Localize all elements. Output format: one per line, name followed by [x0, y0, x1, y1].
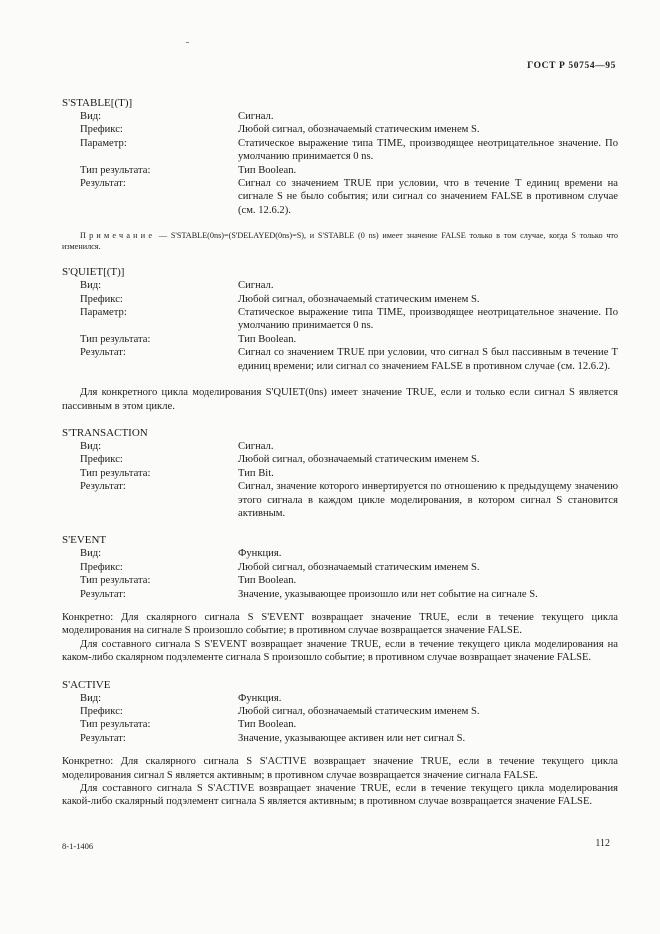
attr-value: Любой сигнал, обозначаемый статическим именем S. [238, 561, 480, 573]
attr-label: Тип результата: [80, 467, 151, 479]
attr-label: Результат: [80, 178, 126, 190]
print-code: 8-1-1406 [62, 841, 94, 851]
attr-value: Любой сигнал, обозначаемый статическим именем S. [238, 293, 480, 305]
attr-label: Параметр: [80, 137, 127, 149]
attr-row [62, 346, 618, 373]
attr-label: Результат: [80, 732, 126, 744]
attr-label: Результат: [80, 481, 126, 493]
attr-value: Статическое выражение типа TIME, производящее неотрицательное значение. По умолчанию принимается 0 ns. [238, 137, 618, 163]
attr-row [62, 279, 618, 292]
attr-value: Сигнал, значение которого инвертируется по отношению к предыдущему значению этого сигнала в каждом цикле моделирования, в котором сигнал S становится активным. [238, 481, 618, 519]
attr-value: Любой сигнал, обозначаемый статическим именем S. [238, 124, 480, 136]
para-quiet: Для конкретного цикла моделирования S'QUIET(0ns) имеет значение TRUE, если и только если сигнал S является пассивным в этом цикле. [62, 387, 618, 412]
attr-label: Результат: [80, 347, 126, 359]
attr-row [62, 123, 618, 136]
attr-value: Функция. [238, 692, 282, 704]
page-content [62, 97, 618, 809]
attr-label: Вид: [80, 692, 102, 704]
attr-value: Статическое выражение типа TIME, производящее неотрицательное значение. По умолчанию принимается 0 ns. [238, 307, 618, 332]
attr-label: Вид: [80, 111, 102, 122]
attr-title-event: S'EVENT [62, 534, 107, 547]
page-number: 112 [595, 838, 610, 849]
note-text: — S'STABLE(0ns)=(S'DELAYED(0ns)=S), и S'STABLE (0 ns) имеет значение FALSE только в том случае, когда S только что изменился. [62, 231, 618, 252]
attr-row [62, 440, 618, 453]
attr-row [62, 574, 618, 587]
attr-label: Вид: [80, 280, 102, 292]
attr-value: Значение, указывающее произошло или нет событие на сигнале S. [238, 588, 538, 600]
attr-row [62, 110, 618, 123]
attr-value: Тип Boolean. [238, 575, 297, 587]
attr-value: Любой сигнал, обозначаемый статическим именем S. [238, 706, 480, 717]
attr-value: Тип Boolean. [238, 164, 297, 176]
attr-value: Сигнал со значением TRUE при условии, что сигнал S был пассивным в течение T единиц времени; или сигнал со значением FALSE в противном случае (см. 12.6.2). [238, 347, 618, 372]
attr-row [62, 718, 618, 731]
attr-row [62, 547, 618, 560]
para-event-scalar: Конкретно: Для скалярного сигнала S S'EVENT возвращает значение TRUE, если в течение текущего цикла моделирования на сигнале S произошло событие; в противном случае возвращается значение FALSE. [62, 611, 618, 637]
attr-label: Вид: [80, 548, 102, 560]
attr-row [62, 453, 618, 466]
attr-value: Значение, указывающее активен или нет сигнал S. [238, 732, 466, 744]
attr-value: Функция. [238, 548, 282, 560]
attr-title-stable: S'STABLE[(T)] [62, 97, 133, 109]
attr-title-active: S'ACTIVE [62, 678, 111, 691]
attr-block-active [62, 692, 618, 746]
attr-row [62, 732, 618, 745]
attr-row [62, 177, 618, 217]
attr-label: Результат: [80, 588, 126, 600]
attr-block-event [62, 547, 618, 601]
para-active-scalar: Конкретно: Для скалярного сигнала S S'ACTIVE возвращает значение TRUE, если в течение текущего цикла моделирования сигнал S является активным; в противном случае возвращается значение сигнала FALSE. [62, 756, 618, 781]
attr-value: Тип Boolean. [238, 333, 297, 345]
attr-row [62, 561, 618, 574]
attr-row [62, 467, 618, 480]
para-event-composite: Для составного сигнала S S'EVENT возвращает значение TRUE, если в течение текущего цикла моделирования на каком-либо скалярном подэлементе сигнала S произошло событие; в противном случае возвращает значение FALSE. [62, 638, 618, 664]
attr-row [62, 306, 618, 333]
note-lead: Примечание [80, 231, 156, 241]
attr-label: Префикс: [80, 706, 123, 717]
scan-speck [186, 42, 189, 43]
attr-row [62, 480, 618, 520]
attr-title-quiet: S'QUIET[(T)] [62, 266, 125, 279]
attr-label: Параметр: [80, 307, 127, 319]
attr-block-stable [62, 110, 618, 217]
attr-label: Префикс: [80, 561, 123, 573]
attr-row [62, 705, 618, 718]
attr-value: Тип Bit. [238, 467, 274, 479]
attr-row [62, 137, 618, 164]
attr-block-quiet [62, 279, 618, 373]
note-stable [62, 230, 618, 252]
attr-value: Сигнал со значением TRUE при условии, что в течение T единиц времени на сигнале S не было события; или сигнал со значением FALSE в противном случае (см. 12.6.2). [238, 178, 618, 216]
attr-label: Префикс: [80, 293, 123, 305]
attr-label: Вид: [80, 440, 102, 452]
attr-label: Префикс: [80, 124, 123, 136]
standard-header: ГОСТ Р 50754—95 [527, 61, 616, 71]
attr-title-transaction: S'TRANSACTION [62, 426, 148, 439]
attr-label: Префикс: [80, 454, 123, 466]
attr-label: Тип результата: [80, 575, 151, 587]
attr-label: Тип результата: [80, 164, 151, 176]
attr-value: Сигнал. [238, 111, 274, 122]
attr-value: Тип Boolean. [238, 719, 297, 731]
attr-row [62, 588, 618, 601]
attr-block-transaction [62, 440, 618, 520]
attr-value: Сигнал. [238, 280, 274, 292]
attr-value: Любой сигнал, обозначаемый статическим именем S. [238, 454, 480, 466]
attr-value: Сигнал. [238, 440, 274, 452]
attr-row [62, 293, 618, 306]
attr-label: Тип результата: [80, 333, 151, 345]
attr-row [62, 692, 618, 705]
para-active-composite: Для составного сигнала S S'ACTIVE возвращает значение TRUE, если в течение текущего цикла моделирования какой-либо скалярный подэлемент сигнала S является активным; в противном случае возвращается значение FALSE. [62, 783, 618, 808]
attr-label: Тип результата: [80, 719, 151, 731]
attr-row [62, 164, 618, 177]
attr-row [62, 333, 618, 346]
